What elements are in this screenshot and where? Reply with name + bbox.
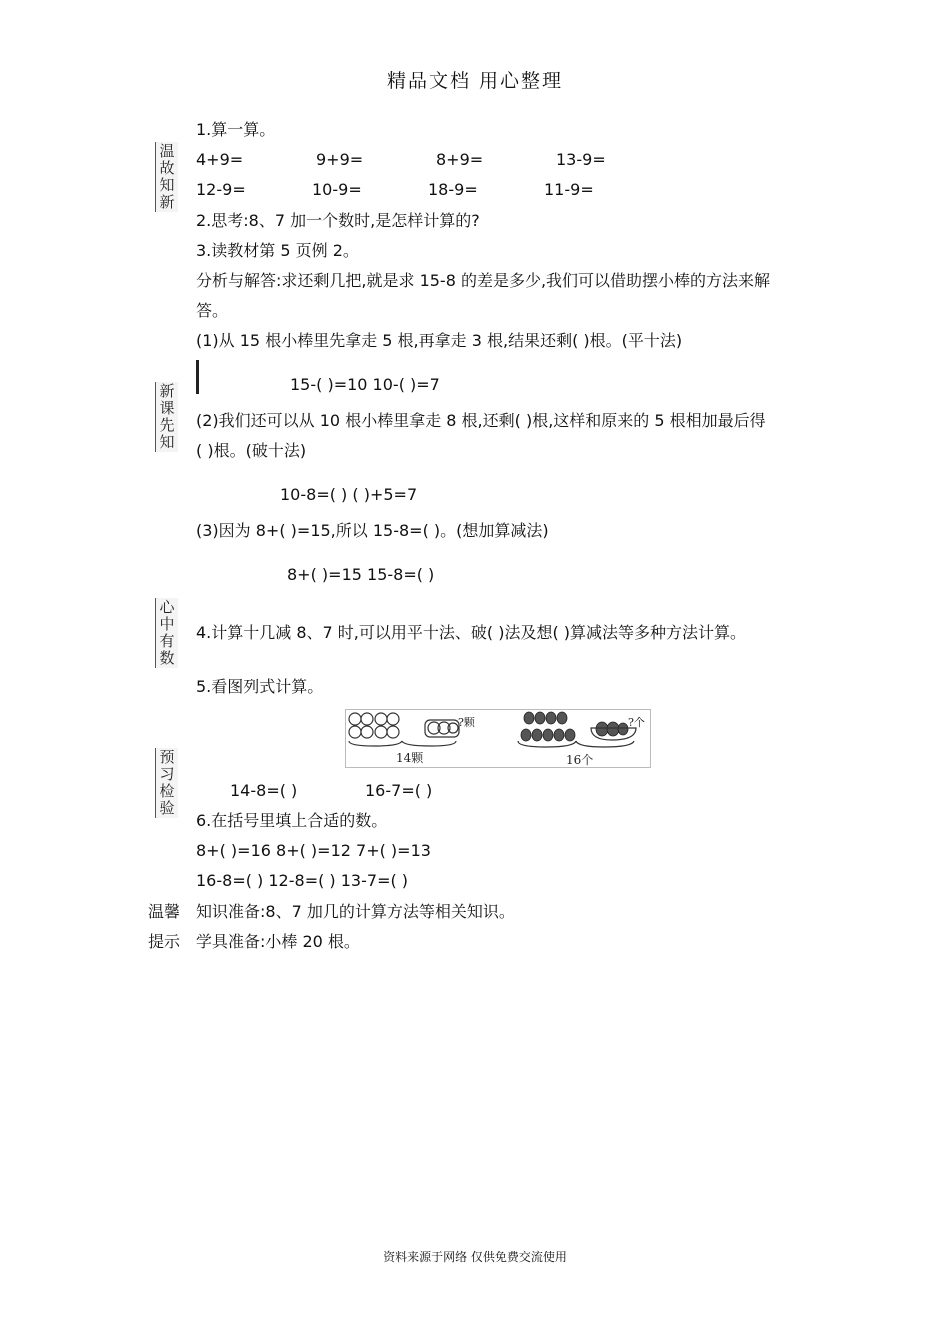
side-char: 知	[159, 433, 175, 451]
q3-part1: (1)从 15 根小棒里先拿走 5 根,再拿走 3 根,结果还剩( )根。(平十法)	[196, 331, 683, 350]
side-char: 心	[159, 598, 175, 616]
side-label-review	[155, 142, 178, 212]
side-char: 温	[159, 142, 175, 160]
counting-illustration	[346, 710, 650, 767]
q3-part2: (2)我们还可以从 10 根小棒里拿走 8 根,还剩( )根,这样和原来的 5 根相加最后得	[196, 411, 766, 430]
q4-text: 4.计算十几减 8、7 时,可以用平十法、破( )法及想( )算减法等多种方法计算。	[196, 623, 747, 642]
page-header: 精品文档 用心整理	[386, 70, 564, 92]
side-char: 有	[159, 632, 175, 650]
tip-label-2: 提示	[148, 932, 181, 951]
q5-equation-2: 16-7=( )	[365, 781, 433, 800]
side-char: 新	[159, 193, 175, 211]
q1-expr: 8+9=	[436, 150, 484, 169]
q1-expr: 4+9=	[196, 150, 244, 169]
side-char: 知	[159, 176, 175, 194]
q3-title: 3.读教材第 5 页例 2。	[196, 241, 359, 260]
q3-part1-equation: 15-( )=10 10-( )=7	[290, 375, 440, 394]
tip-tools: 学具准备:小棒 20 根。	[196, 932, 360, 951]
pic-total-right: 16个	[566, 753, 594, 767]
q6-title: 6.在括号里填上合适的数。	[196, 811, 388, 830]
side-char: 中	[159, 615, 175, 633]
q3-analysis: 分析与解答:求还剩几把,就是求 15-8 的差是多少,我们可以借助摆小棒的方法来解	[196, 271, 771, 290]
q3-part3: (3)因为 8+( )=15,所以 15-8=( )。(想加算减法)	[196, 521, 549, 540]
side-label-summary	[155, 598, 178, 668]
q1-expr: 10-9=	[312, 180, 362, 199]
pic-question-right: ?个	[628, 716, 645, 729]
page-footer: 资料来源于网络 仅供免费交流使用	[383, 1250, 567, 1264]
side-char: 验	[159, 799, 175, 817]
q3-part2-cont: ( )根。(破十法)	[196, 441, 307, 460]
q1-expr: 9+9=	[316, 150, 364, 169]
q1-expr: 12-9=	[196, 180, 246, 199]
q5-title: 5.看图列式计算。	[196, 677, 324, 696]
tip-knowledge: 知识准备:8、7 加几的计算方法等相关知识。	[196, 902, 515, 921]
q1-expr: 13-9=	[556, 150, 606, 169]
side-char: 课	[159, 399, 175, 417]
q6-row1: 8+( )=16 8+( )=12 7+( )=13	[196, 841, 431, 860]
q3-part3-equation: 8+( )=15 15-8=( )	[287, 565, 435, 584]
side-char: 新	[159, 382, 175, 400]
q3-analysis-cont: 答。	[196, 301, 229, 320]
pic-total-left: 14颗	[396, 751, 424, 765]
side-char: 习	[159, 765, 175, 783]
q1-title: 1.算一算。	[196, 120, 276, 139]
q1-expr: 18-9=	[428, 180, 478, 199]
counting-picture	[345, 709, 651, 768]
side-char: 故	[159, 159, 175, 177]
pic-question-left: ?颗	[458, 716, 475, 729]
q6-row2: 16-8=( ) 12-8=( ) 13-7=( )	[196, 871, 409, 890]
side-char: 数	[159, 649, 175, 667]
margin-bar	[196, 360, 199, 394]
tip-label-1: 温馨	[148, 902, 181, 921]
q2-text: 2.思考:8、7 加一个数时,是怎样计算的?	[196, 211, 480, 230]
side-char: 检	[159, 782, 175, 800]
side-label-preview-check	[155, 748, 178, 818]
side-char: 先	[159, 416, 175, 434]
q3-part2-equation: 10-8=( ) ( )+5=7	[280, 485, 418, 504]
q1-expr: 11-9=	[544, 180, 594, 199]
side-char: 预	[159, 748, 175, 766]
side-label-new-lesson	[155, 382, 178, 452]
q5-equation-1: 14-8=( )	[230, 781, 298, 800]
